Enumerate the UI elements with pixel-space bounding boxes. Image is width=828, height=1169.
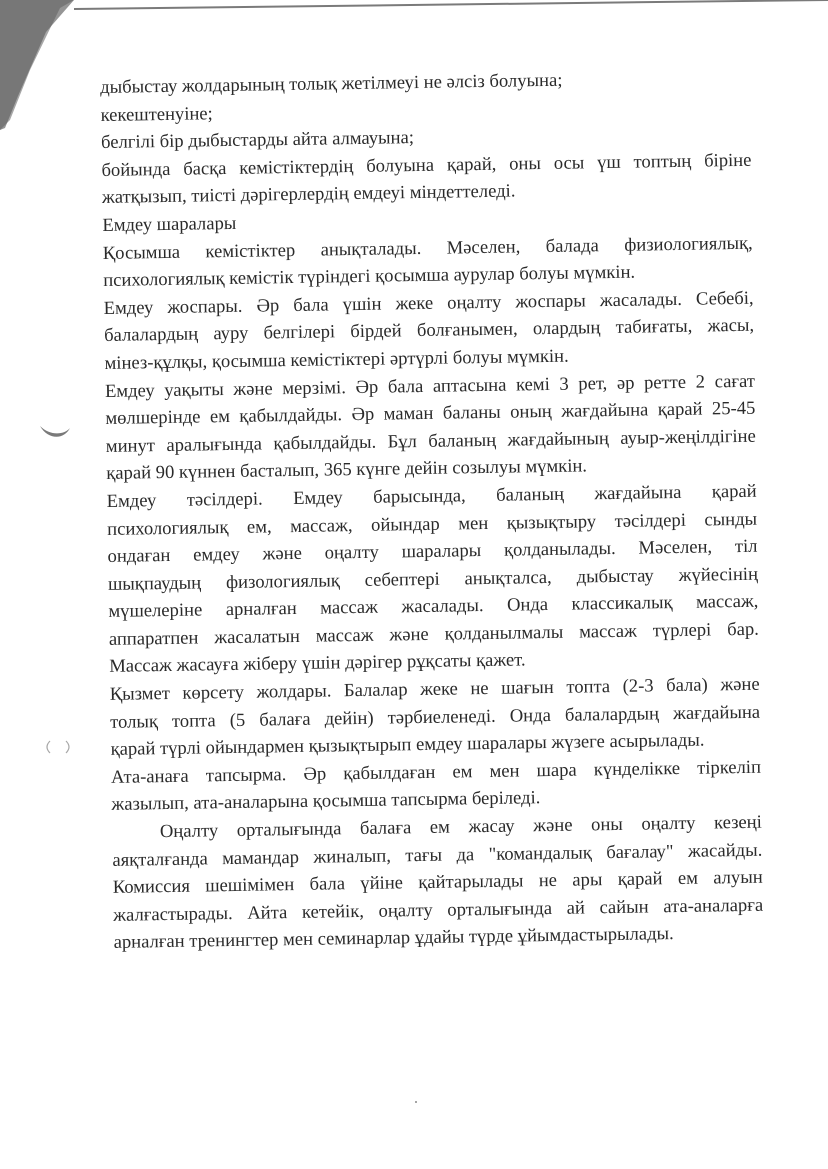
scan-speck (415, 1101, 417, 1103)
text-line: жазылып, ата-аналарына қосымша тапсырма беріледі. (111, 787, 541, 816)
text-line: минут аралығында қабылдайды. Бұл баланың жағдайының ауыр-жеңілдігіне (105, 425, 756, 457)
paragraph-first-line: Оңалту орталығында балаға ем жасау және оны оңалту кезеңі (159, 811, 762, 843)
text-line: Қызмет көрсету жолдары. Балалар жеке не шағын топта (2-3 бала) және (109, 673, 760, 705)
section-heading: Емдеу шаралары (102, 212, 237, 236)
text-line: мөлшерінде ем қабылдайды. Әр маман баланы оның жағдайына қарай 25-45 (105, 397, 756, 430)
text-line: Комиссия шешімімен бала үйіне қайтарылады не ары қарай ем алуын (112, 866, 763, 899)
text-line: қарай түрлі ойындармен қызықтырып емдеу шаралары жүзеге асырылады. (110, 729, 705, 761)
text-line: дыбыстау жолдарының толық жетілмеуі не әлсіз болуына; (100, 69, 563, 98)
text-line: мүшелеріне арналған массаж жасалады. Онда классикалық массаж, (108, 591, 759, 623)
text-line: Емдеу тәсілдері. Емдеу барысында, баланың жағдайына қарай (106, 480, 757, 512)
text-line: ондаған емдеу және оңалту шаралары қолданылады. Мәселен, тіл (107, 535, 758, 568)
document-text (100, 64, 764, 957)
text-line: қарай 90 күннен басталып, 365 күнге дейін созылуы мүмкін. (106, 455, 588, 485)
text-line: толық топта (5 балаға дейін) тәрбиеленеді. Онда балалардың жағдайына (110, 701, 761, 733)
text-line: аяқталғанда мамандар жиналып, тағы да "командалық бағалау" жасайды. (112, 839, 763, 871)
punch-hole-mark (38, 420, 72, 444)
text-line: мінез-құлқы, қосымша кемістіктері әртүрлі болуы мүмкін. (104, 345, 569, 374)
text-line: белгілі бір дыбыстарды айта алмауына; (100, 127, 415, 154)
text-line: Массаж жасауға жіберу үшін дәрігер рұқсаты қажет. (109, 649, 526, 678)
text-line: жатқызып, тиісті дәрігерлердің емдеуі міндеттеледі. (101, 180, 516, 209)
text-line: психологиялық ем, массаж, ойындар мен қызықтыру тәсілдері сынды (106, 508, 758, 540)
text-line: Ата-анаға тапсырма. Әр қабылдаған ем мен шара күнделікке тіркеліп (110, 756, 762, 788)
text-line: балалардың ауру белгілері бірдей болғанымен, олардың табиғаты, жасы, (103, 315, 755, 347)
punch-hole-mark (44, 738, 72, 756)
text-line: Қосымша кемістіктер анықталады. Мәселен, балада физиологиялық, (102, 232, 753, 264)
text-line: жалғастырады. Айта кетейік, оңалту орталығында ай сайын ата-аналарға (113, 894, 764, 926)
text-line: Емдеу уақыты және мерзімі. Әр бала аптасына кемі 3 рет, әр ретте 2 сағат (104, 370, 756, 402)
text-line: арналған тренингтер мен семинарлар ұдайы түрде ұйымдастырылады. (113, 923, 674, 954)
text-line: бойында басқа кемістіктердің болуына қарай, оны осы үш топтың біріне (101, 149, 752, 181)
text-line: кекештенуіне; (100, 102, 213, 126)
text-line: Емдеу жоспары. Әр бала үшін жеке оңалту жоспары жасалады. Себебі, (103, 287, 754, 319)
text-line: аппаратпен жасалатын массаж және қолданылмалы массаж түрлері бар. (108, 618, 759, 650)
text-line: психологиялық кемістік түріндегі қосымша аурулар болуы мүмкін. (103, 261, 636, 292)
text-line: шықпаудың физологиялық себептері анықталса, дыбыстау жүйесінің (107, 563, 759, 595)
